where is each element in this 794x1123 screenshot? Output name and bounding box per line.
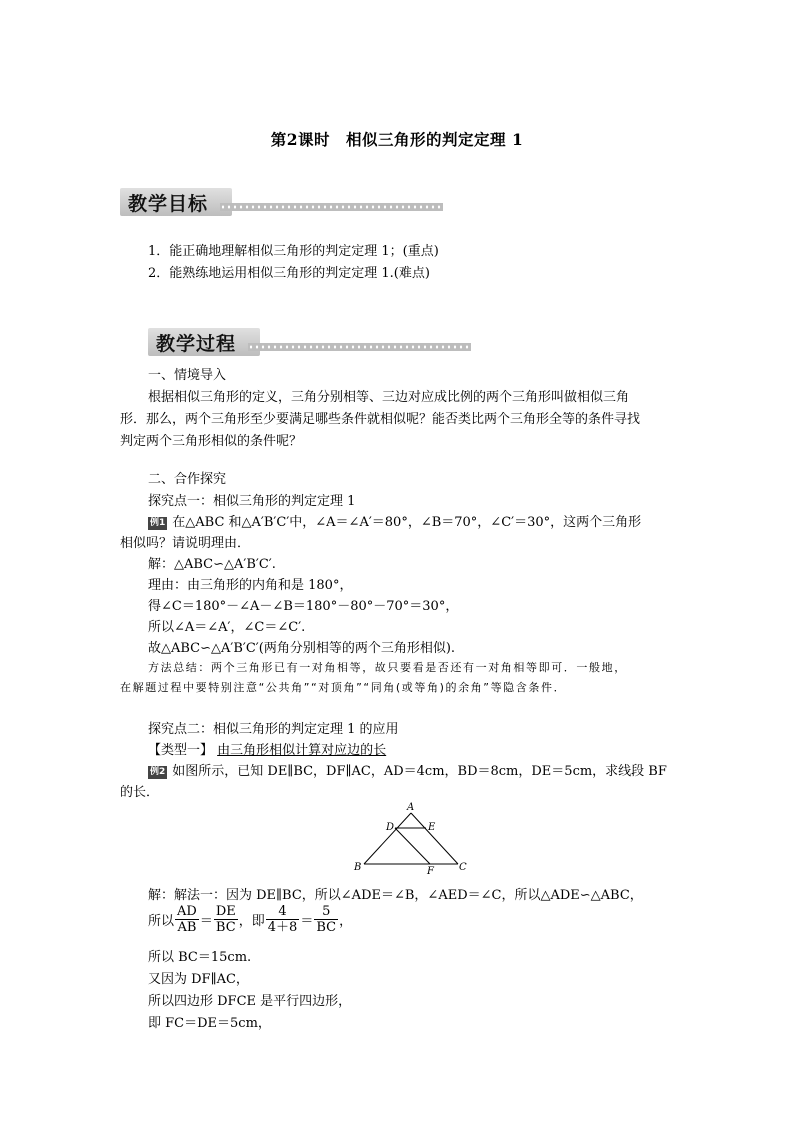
- example-2-line: [148, 760, 667, 779]
- triangle-figure: [350, 800, 475, 875]
- example-badge: 例2: [150, 767, 166, 777]
- point-label: F: [427, 866, 434, 875]
- fraction-denominator: BC: [215, 920, 236, 935]
- subsection-heading: 二、合作探究: [148, 472, 227, 487]
- equation-text: ＝: [199, 914, 213, 929]
- paragraph-line: 形．那么，两个三角形至少要满足哪些条件就相似呢？能否类比两个三角形全等的条件寻找: [120, 412, 641, 427]
- solution-line: 故△ABC∽△A′B′C′(两角分别相等的两个三角形相似).: [148, 641, 456, 656]
- section-heading-process: 教学过程: [156, 333, 237, 355]
- banner-dotted-strip: [220, 203, 443, 211]
- solution-line: 所以∠A＝∠A′，∠C＝∠C′.: [148, 620, 306, 635]
- example-1-line: [148, 511, 641, 530]
- section-banner-objectives: [120, 188, 443, 216]
- point-label: E: [428, 822, 436, 833]
- page-title: 第2课时 相似三角形的判定定理 1: [270, 130, 524, 149]
- solution-line: 所以 BC＝15cm.: [148, 950, 252, 965]
- equation-text: ＝: [300, 914, 314, 929]
- section-banner-process: [148, 328, 471, 356]
- fraction-equation: [148, 904, 352, 935]
- method-summary: 方法总结：两个三角形已有一对角相等，故只要看是否还有一对角相等即可．一般地，: [148, 661, 627, 674]
- example-badge: 例1: [150, 518, 166, 528]
- objective-item: 1．能正确地理解相似三角形的判定定理 1；(重点): [148, 244, 439, 259]
- fraction: [175, 904, 199, 935]
- type-label: 【类型一】: [148, 743, 214, 758]
- solution-line: 理由：由三角形的内角和是 180°，: [148, 578, 353, 593]
- fraction-denominator: AB: [177, 920, 197, 935]
- fraction-denominator: 4＋8: [267, 920, 298, 935]
- banner-dotted-strip: [248, 343, 471, 351]
- fraction-numerator: AD: [177, 904, 197, 919]
- example-text: 在△ABC 和△A′B′C′中，∠A＝∠A′＝80°，∠B＝70°，∠C′＝30°，这两个三角形: [172, 515, 642, 530]
- solution-line: 所以四边形 DFCE 是平行四边形，: [148, 994, 352, 1009]
- objective-item: 2．能熟练地运用相似三角形的判定定理 1.(难点): [148, 266, 430, 281]
- point-label: D: [386, 822, 395, 833]
- solution-line: 即 FC＝DE＝5cm，: [148, 1016, 271, 1031]
- point-label: B: [354, 862, 362, 873]
- type-heading: [148, 739, 386, 758]
- example-text: 的长．: [120, 785, 160, 800]
- fraction-numerator: 5: [314, 904, 338, 920]
- example-text: 相似吗？请说明理由．: [120, 536, 251, 551]
- equation-text: 所以: [148, 914, 175, 929]
- fraction-numerator: DE: [215, 904, 236, 919]
- section-heading-objectives: 教学目标: [128, 193, 209, 215]
- fraction: [214, 904, 238, 935]
- fraction-denominator: BC: [316, 920, 337, 935]
- type-title: 由三角形相似计算对应边的长: [217, 743, 387, 758]
- solution-line: 又因为 DF∥AC，: [148, 972, 249, 987]
- equation-text: ，即: [238, 914, 265, 929]
- paragraph-line: 根据相似三角形的定义，三角分别相等、三边对应成比例的两个三角形叫做相似三角: [148, 390, 630, 405]
- solution-line: 得∠C＝180°－∠A－∠B＝180°－80°－70°＝30°，: [148, 599, 459, 614]
- equation-text: ，: [339, 914, 353, 929]
- subsection-heading: 一、情境导入: [148, 368, 227, 383]
- paragraph-line: 判定两个三角形相似的条件呢？: [120, 434, 303, 449]
- exploration-point-heading: 探究点一：相似三角形的判定定理 1: [148, 494, 356, 509]
- fraction: [314, 904, 338, 935]
- point-label: A: [407, 802, 415, 813]
- fraction: [266, 904, 300, 935]
- solution-line: 解：△ABC∽△A′B′C′.: [148, 557, 276, 572]
- fraction-numerator: 4: [266, 904, 300, 920]
- method-summary: 在解题过程中要特别注意“公共角”“对顶角”“同角(或等角)的余角”等隐含条件．: [120, 681, 567, 694]
- exploration-point-heading: 探究点二：相似三角形的判定定理 1 的应用: [148, 722, 399, 737]
- example-text: 如图所示，已知 DE∥BC，DF∥AC，AD＝4cm，BD＝8cm，DE＝5cm，求线段 BF: [172, 764, 667, 779]
- solution-line: 解：解法一：因为 DE∥BC，所以∠ADE＝∠B，∠AED＝∠C，所以△ADE∽△ABC，: [148, 888, 643, 903]
- point-label: C: [459, 862, 467, 873]
